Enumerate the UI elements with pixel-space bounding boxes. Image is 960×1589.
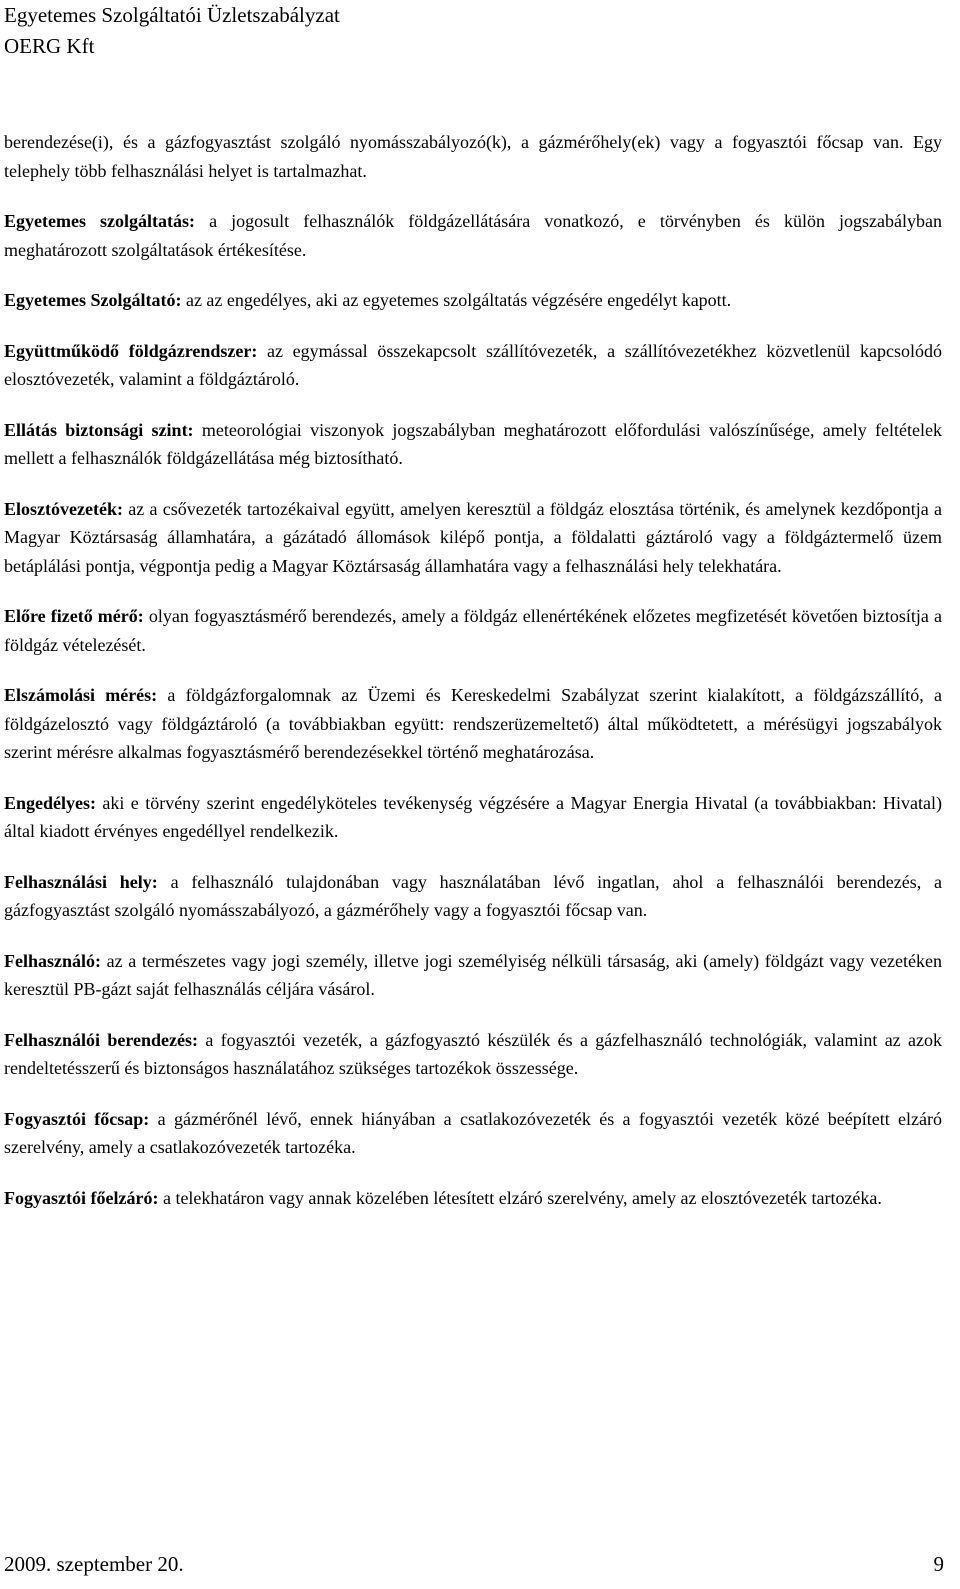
company-name: OERG Kft (4, 34, 95, 58)
definition-text: a fogyasztói vezeték, a gázfogyasztó készülék és a gázfelhasználó technológiák, valamint az azok rendeltetésszerű és biztonságos használatához szükséges tartozékok összessége. (4, 1029, 942, 1078)
definition-paragraph (4, 1184, 942, 1213)
definition-term: Elosztóvezeték: (4, 498, 123, 519)
definition-paragraph (4, 416, 942, 473)
definition-term: Fogyasztói főcsap: (4, 1108, 150, 1129)
document-title: Egyetemes Szolgáltatói Üzletszabályzat (4, 3, 340, 27)
definition-paragraph (4, 207, 942, 264)
definition-text: a jogosult felhasználók földgázellátására vonatkozó, e törvényben és külön jogszabályban meghatározott szolgáltatások értékesítése. (4, 211, 943, 260)
definition-term: Egyetemes szolgáltatás: (4, 211, 196, 231)
definition-term: Fogyasztói főelzáró: (4, 1187, 159, 1208)
page-number: 9 (933, 1552, 944, 1576)
continuation-paragraph: berendezése(i), és a gázfogyasztást szolgáló nyomásszabályozó(k), a gázmérőhely(ek) vagy a fogyasztói főcsap van. Egy telephely több felhasználási helyet is tartalmazhat. (4, 132, 942, 181)
definition-paragraph (4, 286, 942, 315)
definition-text: olyan fogyasztásmérő berendezés, amely a földgáz ellenértékének előzetes megfizetését követően biztosítja a földgáz vételezését. (4, 606, 942, 655)
definition-text: a telekhatáron vagy annak közelében létesített elzáró szerelvény, amely az elosztóvezeték tartozéka. (158, 1187, 882, 1208)
definition-term: Együttműködő földgázrendszer: (4, 340, 258, 361)
footer-date: 2009. szeptember 20. (4, 1552, 184, 1576)
definition-text: aki e törvény szerint engedélyköteles tevékenység végzésére a Magyar Energia Hivatal (a továbbiakban: Hivatal) által kiadott érvényes engedéllyel rendelkezik. (4, 792, 942, 841)
definition-paragraph (4, 681, 942, 767)
definition-term: Egyetemes Szolgáltató: (4, 290, 182, 310)
definition-term: Előre fizető mérő: (4, 606, 144, 626)
definition-text: a gázmérőnél lévő, ennek hiányában a csatlakozóvezeték és a fogyasztói vezeték közé beépített elzáró szerelvény, amely a csatlakozóvezeték tartozéka. (4, 1108, 943, 1157)
definition-term: Elszámolási mérés: (4, 685, 158, 705)
definition-term: Engedélyes: (4, 792, 96, 813)
definition-paragraph (4, 947, 942, 1004)
definition-term: Felhasználási hely: (4, 871, 158, 892)
definition-paragraph (4, 1105, 942, 1162)
definition-term: Felhasználó: (4, 950, 101, 971)
definition-paragraph (4, 495, 942, 581)
document-body (4, 128, 942, 1234)
definition-text: az a csővezeték tartozékaival együtt, amelyen keresztül a földgáz elosztása történik, és amelynek kezdőpontja a Magyar Köztársaság államhatára, a gázátadó állomások kilépő pontja, a földalatti gáztároló vagy a földgáztermelő üzem betáplálási pontja, végpontja pedig a Magyar Köztársaság államhatára vagy a felhasználási hely telekhatára. (4, 498, 942, 576)
definition-text: az a természetes vagy jogi személy, illetve jogi személyiség nélküli társaság, aki (amely) földgázt vagy vezetéken keresztül PB-gázt saját felhasználás céljára vásárol. (4, 950, 942, 999)
definition-paragraph (4, 1026, 942, 1083)
definition-paragraph (4, 602, 942, 659)
definition-paragraph (4, 337, 942, 394)
definition-text: az az engedélyes, aki az egyetemes szolgáltatás végzésére engedélyt kapott. (181, 290, 732, 310)
definition-paragraph (4, 789, 942, 846)
definition-text: meteorológiai viszonyok jogszabályban meghatározott előfordulási valószínűsége, amely feltételek mellett a felhasználók földgázellátása még biztosítható. (4, 419, 942, 468)
definition-text: a földgázforgalomnak az Üzemi és Kereskedelmi Szabályzat szerint kialakított, a földgázszállító, a földgázelosztó vagy földgáztároló (a továbbiakban együtt: rendszerüzemeltető) által működtetett, a mérésügyi jogszabályok szerint mérésre alkalmas fogyasztásmérő berendezésekkel történő meghatározása. (4, 685, 942, 762)
definition-term: Felhasználói berendezés: (4, 1029, 198, 1050)
definition-text: az egymással összekapcsolt szállítóvezeték, a szállítóvezetékhez közvetlenül kapcsolódó elosztóvezeték, valamint a földgáztároló. (4, 340, 942, 389)
definition-term: Ellátás biztonsági szint: (4, 419, 194, 440)
definition-paragraph (4, 868, 942, 925)
page-header (4, 0, 340, 62)
definition-text: a felhasználó tulajdonában vagy használatában lévő ingatlan, ahol a felhasználói berendezés, a gázfogyasztást szolgáló nyomásszabályozó, a gázmérőhely vagy a fogyasztói főcsap van. (4, 871, 942, 920)
